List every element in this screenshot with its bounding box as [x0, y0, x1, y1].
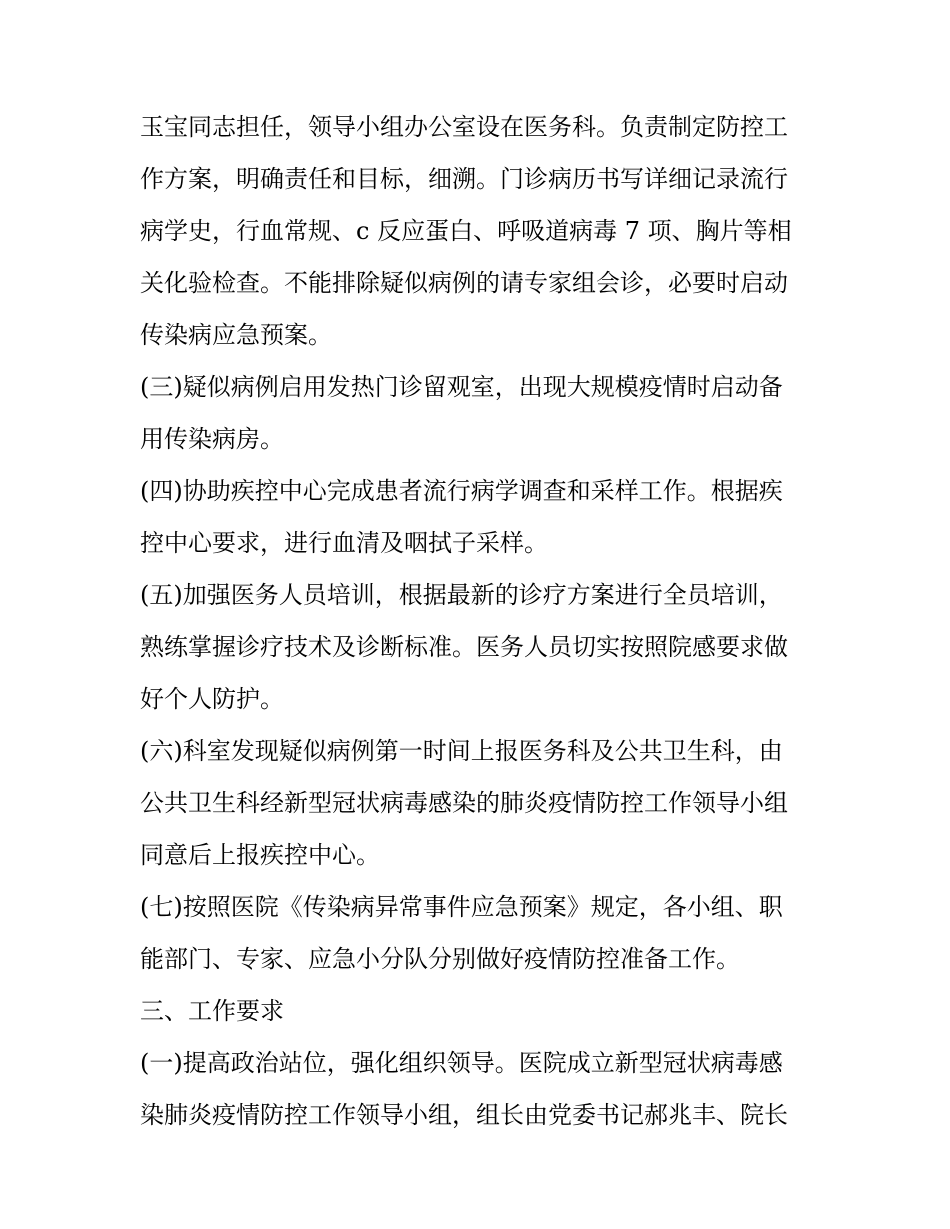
text-line: 公共卫生科经新型冠状病毒感染的肺炎疫情防控工作领导小组 — [140, 789, 788, 817]
text-line: 玉宝同志担任，领导小组办公室设在医务科。负责制定防控工 — [140, 113, 788, 141]
text-line: 用传染病房。 — [140, 425, 284, 453]
document-body — [140, 101, 820, 1141]
text-line: 染肺炎疫情防控工作领导小组，组长由党委书记郝兆丰、院长 — [140, 1101, 788, 1129]
text-line: 病学史，行血常规、c 反应蛋白、呼吸道病毒 7 项、胸片等相 — [140, 217, 792, 245]
text-line: (七)按照医院《传染病异常事件应急预案》规定，各小组、职 — [140, 893, 783, 921]
section-heading: 三、工作要求 — [140, 997, 284, 1025]
text-line: (三)疑似病例启用发热门诊留观室，出现大规模疫情时启动备 — [140, 373, 783, 401]
text-line: (六)科室发现疑似病例第一时间上报医务科及公共卫生科，由 — [140, 737, 783, 765]
text-line: 作方案，明确责任和目标，细溯。门诊病历书写详细记录流行 — [140, 165, 788, 193]
text-line: 关化验检查。不能排除疑似病例的请专家组会诊，必要时启动 — [140, 269, 788, 297]
text-line: (五)加强医务人员培训，根据最新的诊疗方案进行全员培训， — [140, 581, 783, 609]
text-line: 能部门、专家、应急小分队分别做好疫情防控准备工作。 — [140, 945, 740, 973]
text-line: 熟练掌握诊疗技术及诊断标准。医务人员切实按照院感要求做 — [140, 633, 788, 661]
text-line: 控中心要求，进行血清及咽拭子采样。 — [140, 529, 548, 557]
text-line: (四)协助疾控中心完成患者流行病学调查和采样工作。根据疾 — [140, 477, 783, 505]
text-line: 好个人防护。 — [140, 685, 284, 713]
text-line: (一)提高政治站位，强化组织领导。医院成立新型冠状病毒感 — [140, 1049, 783, 1077]
text-line: 同意后上报疾控中心。 — [140, 841, 380, 869]
text-line: 传染病应急预案。 — [140, 321, 332, 349]
